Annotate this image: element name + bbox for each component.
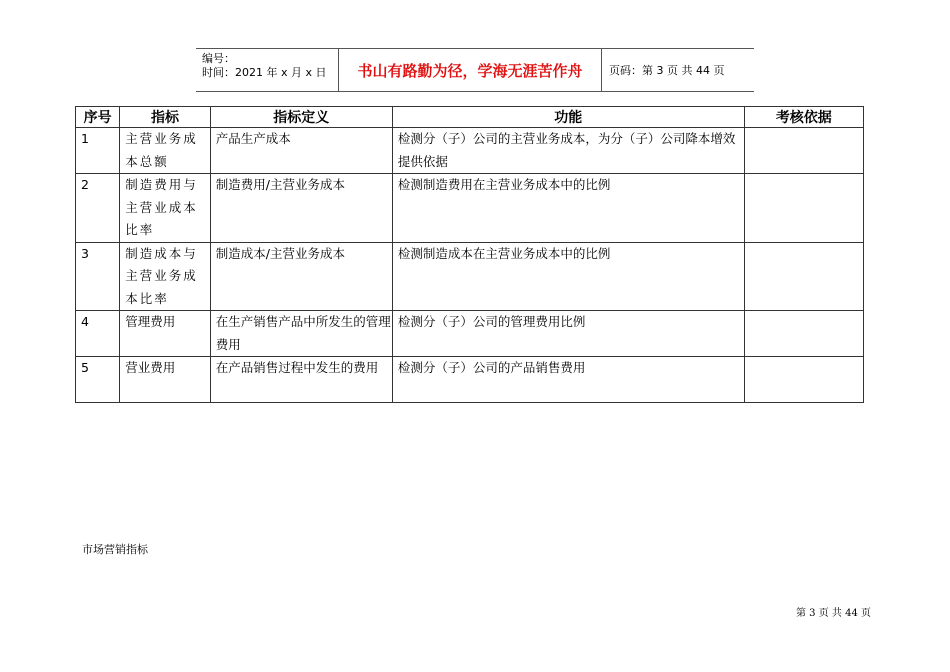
cell-no: 1 [76, 128, 120, 174]
cell-definition: 制造费用/主营业务成本 [210, 174, 392, 243]
cell-no: 4 [76, 311, 120, 357]
header-meta [196, 49, 339, 91]
cell-basis [744, 174, 863, 243]
cell-function: 检测分（子）公司的产品销售费用 [392, 357, 744, 403]
cell-definition: 在产品销售过程中发生的费用 [210, 357, 392, 403]
cell-definition: 产品生产成本 [210, 128, 392, 174]
page-number: 第 3 页 共 44 页 [796, 608, 871, 619]
col-header-definition: 指标定义 [210, 107, 392, 128]
cell-function: 检测制造费用在主营业务成本中的比例 [392, 174, 744, 243]
cell-basis [744, 311, 863, 357]
indicator-table [75, 106, 864, 403]
cell-no: 5 [76, 357, 120, 403]
header-page-code: 页码：第 3 页 共 44 页 [609, 64, 725, 77]
cell-basis [744, 242, 863, 311]
cell-indicator: 制造费用与主营业成本比率 [120, 174, 211, 243]
cell-indicator: 制造成本与主营业务成本比率 [120, 242, 211, 311]
cell-definition: 制造成本/主营业务成本 [210, 242, 392, 311]
cell-definition: 在生产销售产品中所发生的管理费用 [210, 311, 392, 357]
cell-function: 检测分（子）公司的管理费用比例 [392, 311, 744, 357]
table-row [76, 128, 864, 174]
table-row [76, 174, 864, 243]
table-header-row [76, 107, 864, 128]
cell-no: 2 [76, 174, 120, 243]
section-label: 市场营销指标 [82, 543, 148, 556]
col-header-indicator: 指标 [120, 107, 211, 128]
cell-indicator: 主营业务成本总额 [120, 128, 211, 174]
time-label: 时间：2021 年 x 月 x 日 [202, 66, 327, 79]
cell-indicator: 营业费用 [120, 357, 211, 403]
table-row [76, 311, 864, 357]
page-header [196, 48, 754, 92]
table-row [76, 242, 864, 311]
col-header-function: 功能 [392, 107, 744, 128]
cell-basis [744, 128, 863, 174]
col-header-basis: 考核依据 [744, 107, 863, 128]
col-header-no: 序号 [76, 107, 120, 128]
number-label: 编号： [202, 52, 235, 65]
header-motto: 书山有路勤为径，学海无涯苦作舟 [339, 49, 602, 91]
cell-function: 检测制造成本在主营业务成本中的比例 [392, 242, 744, 311]
table-row [76, 357, 864, 403]
cell-indicator: 管理费用 [120, 311, 211, 357]
cell-no: 3 [76, 242, 120, 311]
cell-basis [744, 357, 863, 403]
cell-function: 检测分（子）公司的主营业务成本，为分（子）公司降本增效提供依据 [392, 128, 744, 174]
